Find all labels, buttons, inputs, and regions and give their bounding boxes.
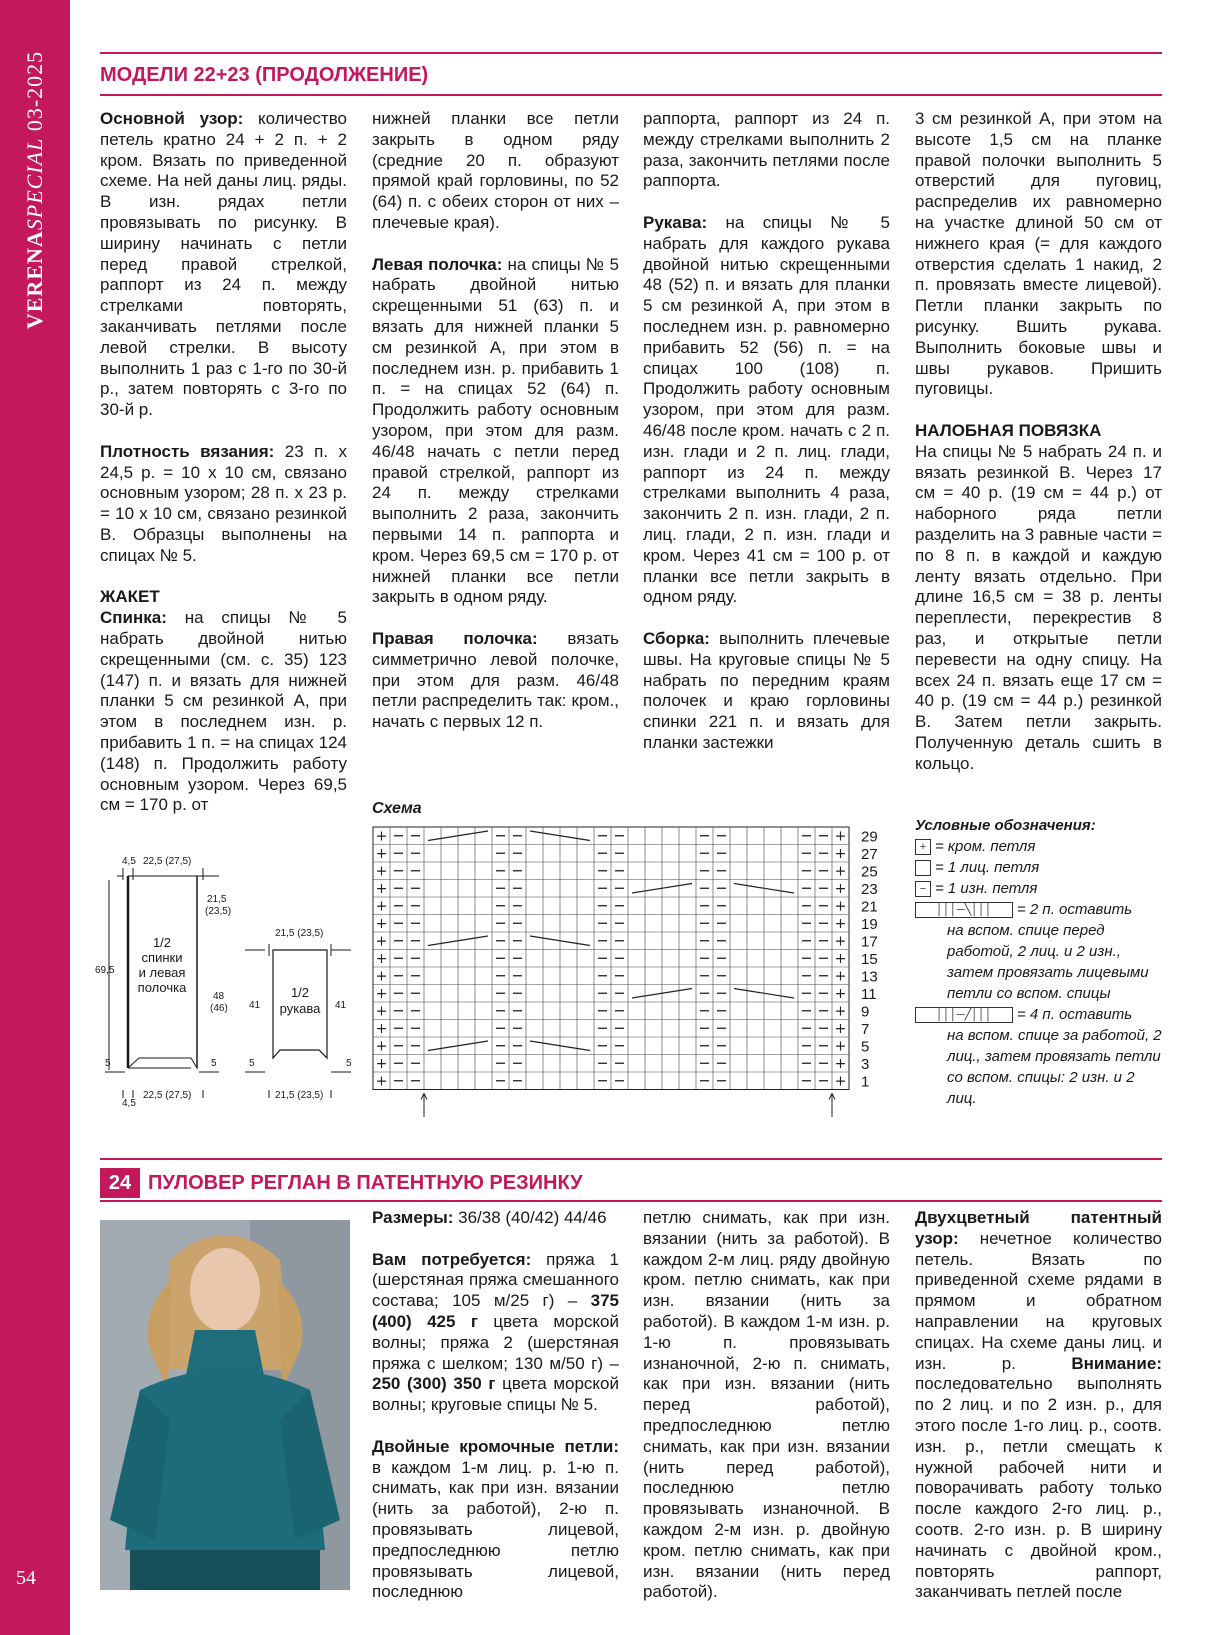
row-number: 29 (861, 828, 878, 846)
legend-knit: = 1 лиц. петля (915, 857, 1165, 878)
edge-stitch-symbol: + (834, 1056, 847, 1072)
edge-stitch-symbol: + (375, 828, 388, 845)
edge-stitch-symbol: + (834, 881, 847, 897)
model24-column-3: петлю снимать, как при изн. вязании (нить за работой). В каждом 2-м лиц. ряду двойную кром. петлю снимать, как при изн. вязании (нить за работой). В каждом 1-м изн. р. 1-ю п. провязывать изнаночной, 2-ю п. снимать, как при изн. вязании (нить перед работой), предпоследнюю петлю снимать, как при изн. вязании (нить перед работой), последнюю петлю провязывать изнаночной. В каждом 2-м изн. р. двойную кром. петлю снимать, как при изн. вязании (нить перед работой). (643, 1208, 890, 1602)
row-number: 17 (861, 933, 878, 951)
model-number-badge: 24 (100, 1168, 140, 1198)
row-number: 25 (861, 863, 878, 881)
svg-text:21,5 (23,5): 21,5 (23,5) (275, 928, 324, 939)
edge-stitch-symbol: + (375, 863, 388, 880)
svg-text:(23,5): (23,5) (205, 906, 232, 917)
row-number: 27 (861, 846, 878, 863)
row-number: 23 (861, 881, 878, 898)
edge-stitch-symbol: + (834, 863, 847, 880)
edge-stitch-symbol: + (375, 916, 388, 932)
section-title: МОДЕЛИ 22+23 (ПРОДОЛЖЕНИЕ) (100, 64, 429, 86)
svg-text:1/2: 1/2 (152, 935, 172, 950)
edge-stitch-symbol: + (375, 1038, 388, 1055)
row-number: 1 (861, 1073, 870, 1091)
model24-column-2: Размеры: 36/38 (40/42) 44/46 Вам потребуется: пряжа 1 (шерстяная пряжа смешанного состава; 105 м/25 г) – 375 (400) 425 г цвета морской волны; пряжа 2 (шерстяная пряжа с шелком; 130 м/50 г) – 250 (300) 350 г цвета морской волны; круговые спицы № 5. Двойные кромочные петли: в каждом 1-м лиц. р. 1-ю п. снимать, как при изн. вязании (нить за работой), 2-ю п. провязывать лицевой, предпоследнюю петлю провязывать лицевой, последнюю (372, 1208, 619, 1602)
cable-front-icon: │││─╲│││ (915, 902, 1013, 918)
text-column-4: 3 см резинкой А, при этом на высоте 1,5 см на планке правой полочки выполнить 5 отверстий для пуговиц, распределив их равномерно на участке длиной 50 см от нижнего края (= для каждого отверстия сделать 1 накид, 2 п. провязать вместе лицевой). Петли планки закрыть по рисунку. Вшить рукава. Выполнить боковые швы и швы рукавов. Пришить пуговицы. НАЛОБНАЯ ПОВЯЗКА На спицы № 5 набрать 24 п. и вязать резинкой В. Через 17 см = 40 р. (19 см = 44 р.) от наборного ряда петли разделить на 3 равные части = по 8 п. в каждой и каждую ленту вязать отдельно. При длине 16,5 см = 38 р. ленты переплести, перекрестив 8 раз, и открытые петли перевести на одну спицу. На всех 24 п. вязать еще 17 см = 40 р. (19 см = 44 р.) резинкой В. Затем петли закрыть. Полученную деталь сшить в кольцо. (915, 109, 1162, 773)
magazine-brand: VERENASPECIAL 03-2025 (22, 50, 47, 330)
edge-stitch-icon: + (915, 839, 931, 855)
model24-top-rule (100, 1158, 1162, 1160)
page-number: 54 (16, 1567, 36, 1589)
legend-title: Условные обозначения: (915, 817, 1096, 834)
text-column-2: нижней планки все петли закрыть в одном ряду (средние 20 п. образуют прямой край горловины, по 52 (64) п. с обеих сторон от них – плечевые края). Левая полочка: на спицы № 5 набрать двойной нитью скрещенными 51 (63) п. и вязать для нижней планки 5 см резинкой А, при этом в последнем изн. р. прибавить 1 п. = на спицах 52 (64) п. Продолжить работу основным узором, при этом для разм. 46/48 начать с петли перед правой стрелкой, раппорт из 24 п. между стрелками выполнить 2 раза, закончить первыми 14 п. раппорта и кром. Через 69,5 см = 170 р. от нижней планки все петли закрыть в одном ряду. Правая полочка: вязать симметрично левой полочке, при этом для разм. 46/48 петли распределить так: кром., начать с первых 12 п. (372, 109, 619, 732)
svg-text:69,5: 69,5 (95, 965, 115, 976)
svg-text:спинки: спинки (141, 950, 183, 965)
row-number: 9 (861, 1003, 870, 1021)
pattern-diagram (95, 840, 365, 1110)
svg-text:5: 5 (105, 1058, 111, 1069)
edge-stitch-symbol: + (375, 1021, 388, 1037)
svg-text:и левая: и левая (138, 965, 186, 980)
svg-text:5: 5 (346, 1058, 352, 1069)
svg-text:5: 5 (211, 1058, 217, 1069)
edge-stitch-symbol: + (834, 916, 847, 932)
edge-stitch-symbol: + (375, 1056, 388, 1072)
edge-stitch-symbol: + (834, 951, 847, 967)
sidebar (0, 0, 70, 1635)
knit-stitch-icon (915, 860, 931, 876)
row-number: 21 (861, 898, 878, 916)
section-bottom-rule (100, 94, 1162, 96)
svg-text:48: 48 (213, 991, 225, 1002)
schema-label: Схема (372, 800, 422, 817)
edge-stitch-symbol: + (375, 1073, 388, 1090)
model24-column-4: Двухцветный патентный узор: нечетное количество петель. Вязать по приведенной схеме рядами в прямом и обратном направлении на круговых спицах. На схеме даны лиц. и изн. р. Внимание: последовательно выполнять по 2 лиц. и по 2 изн. р., для этого после 1-го лиц. р., соотв. изн. р., петли смещать к нужной рабочей нити и поворачивать работу только после каждого 2-го лиц. р., соотв. 2-го изн. р. В ширину начинать с двойной кром., повторять раппорт, заканчивать петлей после (915, 1208, 1162, 1602)
knitting-chart (372, 825, 912, 1117)
section-top-rule (100, 52, 1162, 54)
legend-cable4: │││─╱│││ = 4 п. оставить (915, 1004, 1165, 1025)
edge-stitch-symbol: + (834, 846, 847, 862)
edge-stitch-symbol: + (375, 968, 388, 985)
edge-stitch-symbol: + (834, 828, 847, 845)
edge-stitch-symbol: + (834, 1003, 847, 1020)
svg-text:22,5 (27,5): 22,5 (27,5) (143, 1090, 192, 1101)
cable-back-icon: │││─╱│││ (915, 1007, 1013, 1023)
svg-text:4,5: 4,5 (122, 856, 136, 867)
svg-text:21,5 (23,5): 21,5 (23,5) (275, 1090, 324, 1101)
body-piece-label (138, 935, 187, 995)
edge-stitch-symbol: + (834, 1021, 847, 1037)
edge-stitch-symbol: + (834, 986, 847, 1002)
svg-text:1/2: 1/2 (290, 985, 310, 1000)
legend-cable4-desc: на вспом. спице за работой, 2 лиц., затем провязать петли со вспом. спицы: 2 изн. и 2 лиц. (947, 1027, 1162, 1107)
row-number: 19 (861, 916, 878, 933)
row-number: 11 (861, 986, 877, 1003)
svg-text:полочка: полочка (137, 980, 187, 995)
svg-text:22,5 (27,5): 22,5 (27,5) (143, 856, 192, 867)
edge-stitch-symbol: + (834, 968, 847, 985)
chart-legend (915, 815, 1165, 1109)
edge-stitch-symbol: + (375, 951, 388, 967)
edge-stitch-symbol: + (375, 846, 388, 862)
row-number: 7 (861, 1021, 870, 1038)
text-column-1: Основной узор: количество петель кратно 24 + 2 п. + 2 кром. Вязать по приведенной схеме. На ней даны лиц. ряды. В изн. рядах петли провязывать по рисунку. В ширину начинать с петли перед правой стрелкой, раппорт из 24 п. между стрелками повторять, заканчивать петлями после левой стрелки. В высоту выполнить 1 раз с 1-го по 30-й р., затем повторять с 3-го по 30-й р. Плотность вязания: 23 п. х 24,5 р. = 10 х 10 см, связано основным узором; 28 п. х 23 р. = 10 х 10 см, связано резинкой В. Образцы выполнены на спицах № 5. ЖАКЕТ Спинка: на спицы № 5 набрать двойной нитью скрещенными (см. с. 35) 123 (147) п. и вязать для нижней планки 5 см резинкой А, при этом в последнем изн. р. прибавить 1 п. = на спицах 124 (148) п. Продолжить работу основным узором. Через 69,5 см = 170 р. от (100, 109, 347, 815)
legend-cable2-desc: на вспом. спице перед работой, 2 лиц. и 2 изн., затем провязать лицевыми петли со вспом. спицы (947, 922, 1149, 1002)
row-number: 5 (861, 1038, 870, 1056)
sleeve-piece-label (280, 985, 322, 1016)
legend-cable2: │││─╲│││ = 2 п. оставить (915, 899, 1165, 920)
edge-stitch-symbol: + (375, 881, 388, 897)
edge-stitch-symbol: + (834, 1038, 847, 1055)
row-number: 15 (861, 951, 878, 968)
svg-text:рукава: рукава (279, 1001, 321, 1016)
edge-stitch-symbol: + (375, 898, 388, 915)
row-number: 3 (861, 1056, 870, 1073)
text-column-3: раппорта, раппорт из 24 п. между стрелками выполнить 2 раза, закончить петлями после раппорта. Рукава: на спицы № 5 набрать для каждого рукава двойной нитью скрещенными 48 (52) п. и вязать для планки 5 см резинкой А, при этом в последнем изн. р. равномерно прибавить 52 (56) п. = на спицах 100 (108) п. Продолжить работу основным узором, при этом для разм. 46/48 после кром. начать с 2 п. изн. глади и 2 п. лиц. глади, раппорт из 24 п. между стрелками выполнить 4 раза, закончить 2 п. изн. глади, 2 п. лиц. глади, 2 п. изн. глади и кром. Через 41 см = 100 р. от планки все петли закрыть в одном ряду. Сборка: выполнить плечевые швы. На круговые спицы № 5 набрать по передним краям полочек и краю горловины спинки 221 п. и вязать для планки застежки (643, 109, 890, 752)
model-photo (100, 1220, 350, 1590)
edge-stitch-symbol: + (375, 986, 388, 1002)
edge-stitch-symbol: + (834, 933, 847, 950)
purl-stitch-icon: − (915, 881, 931, 897)
row-number: 13 (861, 968, 878, 986)
svg-text:5: 5 (249, 1058, 255, 1069)
svg-text:41: 41 (249, 1000, 261, 1011)
svg-text:21,5: 21,5 (207, 894, 227, 905)
svg-text:(46): (46) (210, 1003, 228, 1014)
edge-stitch-symbol: + (834, 898, 847, 915)
legend-edge: + = кром. петля (915, 836, 1165, 857)
edge-stitch-symbol: + (834, 1073, 847, 1090)
model24-bottom-rule (100, 1200, 1162, 1202)
svg-text:41: 41 (335, 1000, 347, 1011)
edge-stitch-symbol: + (375, 933, 388, 950)
model-title: ПУЛОВЕР РЕГЛАН В ПАТЕНТНУЮ РЕЗИНКУ (148, 1172, 583, 1194)
svg-text:4,5: 4,5 (122, 1098, 136, 1109)
edge-stitch-symbol: + (375, 1003, 388, 1020)
legend-purl: − = 1 изн. петля (915, 878, 1165, 899)
